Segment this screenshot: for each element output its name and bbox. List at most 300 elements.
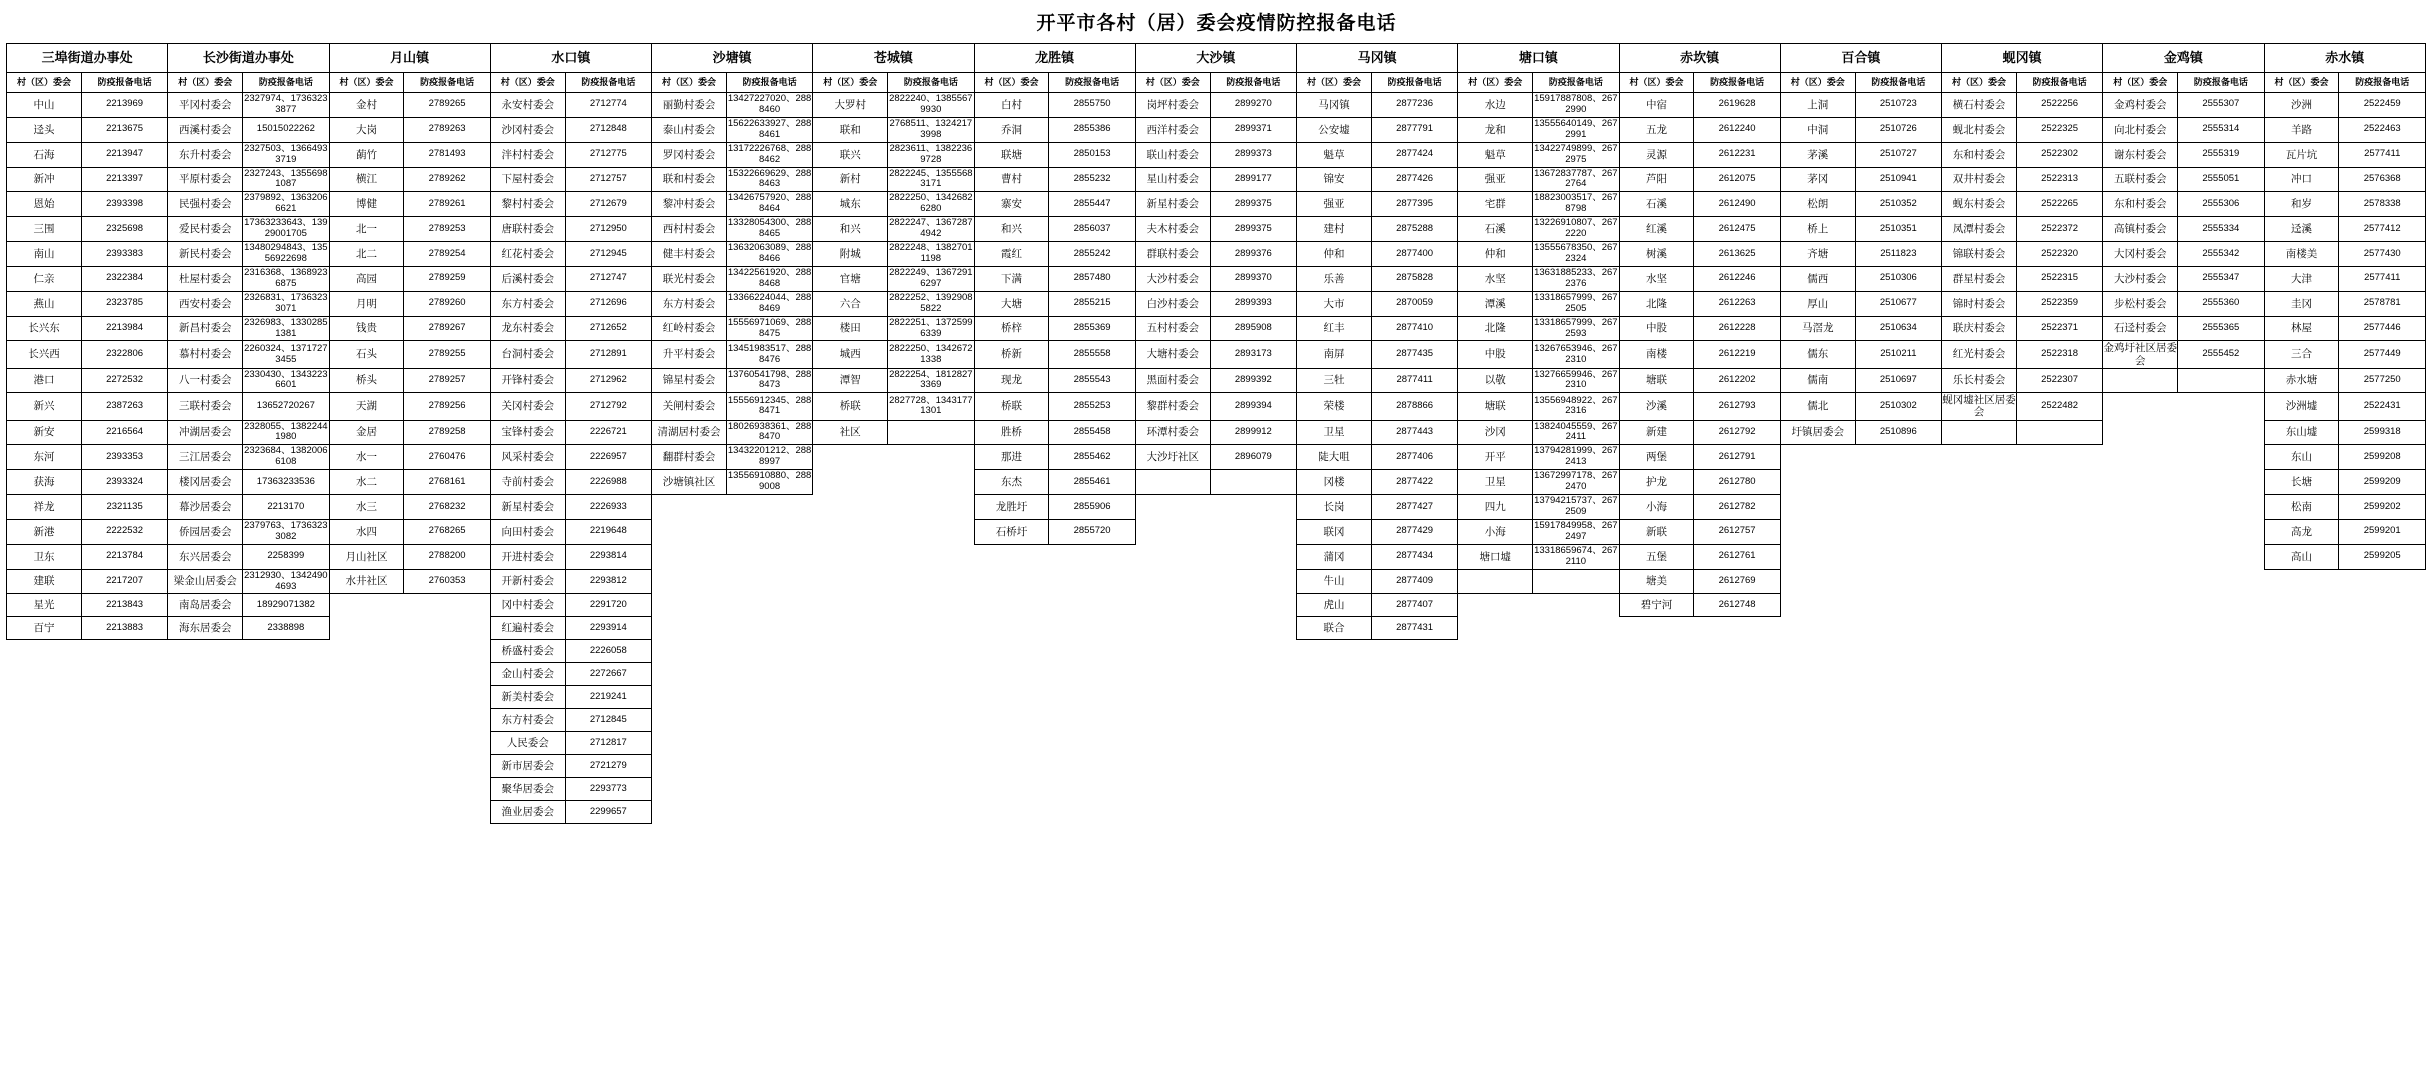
cell-name-g3-r11: 开锋村委会 bbox=[490, 368, 565, 393]
cell-name-g1-r2: 东升村委会 bbox=[168, 142, 243, 167]
cell-phone-g14-r9: 2577446 bbox=[2339, 316, 2426, 341]
table-row bbox=[7, 801, 2426, 824]
cell-phone-g7-r10: 2893173 bbox=[1210, 341, 1296, 368]
cell-phone-g9-r1: 13555640149、2672991 bbox=[1533, 117, 1619, 142]
col-header-name-5: 村（区）委会 bbox=[813, 73, 888, 93]
cell-name-g12-r11: 乐长村委会 bbox=[1942, 368, 2017, 393]
cell-blank bbox=[1780, 495, 1855, 520]
cell-blank bbox=[974, 594, 1049, 617]
cell-blank bbox=[2103, 594, 2178, 617]
cell-phone-g10-r13: 2612792 bbox=[1694, 420, 1780, 445]
cell-phone-g9-r10: 13267653946、2672310 bbox=[1533, 341, 1619, 368]
cell-name-g1-r10: 慕村村委会 bbox=[168, 341, 243, 368]
cell-phone-g1-r8: 2326831、17363233071 bbox=[243, 291, 329, 316]
cell-blank bbox=[1780, 663, 1855, 686]
col-header-phone-9: 防疫报备电话 bbox=[1533, 73, 1619, 93]
cell-name-g2-r17: 水四 bbox=[329, 519, 404, 544]
cell-phone-g6-r9: 2855369 bbox=[1049, 316, 1135, 341]
cell-blank bbox=[888, 663, 974, 686]
cell-blank bbox=[974, 755, 1049, 778]
cell-phone-g9-r15: 13672997178、2672470 bbox=[1533, 470, 1619, 495]
cell-blank bbox=[2264, 569, 2339, 594]
cell-blank bbox=[974, 663, 1049, 686]
cell-blank bbox=[329, 801, 404, 824]
cell-phone-g1-r16: 2213170 bbox=[243, 495, 329, 520]
col-header-name-12: 村（区）委会 bbox=[1942, 73, 2017, 93]
cell-name-g10-r1: 五龙 bbox=[1619, 117, 1694, 142]
cell-blank bbox=[1049, 709, 1135, 732]
cell-name-g4-r14: 翻群村委会 bbox=[652, 445, 727, 470]
cell-blank bbox=[81, 709, 167, 732]
cell-name-g6-r7: 下满 bbox=[974, 266, 1049, 291]
cell-blank bbox=[2103, 640, 2178, 663]
table-row bbox=[7, 192, 2426, 217]
cell-name-g3-r0: 永安村委会 bbox=[490, 93, 565, 118]
cell-phone-g4-r7: 13422561920、2888468 bbox=[726, 266, 812, 291]
cell-phone-g3-r29: 2299657 bbox=[565, 801, 651, 824]
cell-phone-g11-r10: 2510211 bbox=[1855, 341, 1941, 368]
cell-blank bbox=[652, 686, 727, 709]
cell-phone-g5-r6: 2822248、13827011198 bbox=[888, 242, 974, 267]
table-row bbox=[7, 594, 2426, 617]
cell-name-g3-r9: 龙东村委会 bbox=[490, 316, 565, 341]
cell-blank bbox=[652, 778, 727, 801]
cell-blank bbox=[2339, 709, 2426, 732]
cell-name-g1-r15: 楼冈居委会 bbox=[168, 470, 243, 495]
cell-blank bbox=[813, 686, 888, 709]
cell-blank bbox=[2264, 778, 2339, 801]
cell-name-g8-r13: 卫星 bbox=[1297, 420, 1372, 445]
cell-blank bbox=[1855, 755, 1941, 778]
cell-phone-g1-r21: 2338898 bbox=[243, 617, 329, 640]
group-header-11: 百合镇 bbox=[1780, 44, 1941, 73]
cell-blank bbox=[2178, 495, 2264, 520]
phone-directory-table-wrap bbox=[0, 43, 2433, 824]
cell-blank bbox=[1780, 801, 1855, 824]
cell-name-g3-r8: 东方村委会 bbox=[490, 291, 565, 316]
cell-phone-g7-r12: 2899394 bbox=[1210, 393, 1296, 420]
cell-phone-g7-r7: 2899370 bbox=[1210, 266, 1296, 291]
cell-blank bbox=[652, 617, 727, 640]
cell-name-g1-r18: 东兴居委会 bbox=[168, 544, 243, 569]
cell-blank bbox=[888, 732, 974, 755]
cell-blank bbox=[1780, 594, 1855, 617]
cell-phone-g1-r6: 13480294843、13556922698 bbox=[243, 242, 329, 267]
table-row bbox=[7, 242, 2426, 267]
cell-blank bbox=[2178, 755, 2264, 778]
cell-blank bbox=[1855, 617, 1941, 640]
cell-name-g13-r7: 大沙村委会 bbox=[2103, 266, 2178, 291]
cell-phone-g9-r0: 15917887808、2672990 bbox=[1533, 93, 1619, 118]
cell-phone-g4-r6: 13632063089、2888466 bbox=[726, 242, 812, 267]
cell-name-g8-r14: 陡大咀 bbox=[1297, 445, 1372, 470]
cell-name-g9-r2: 魁草 bbox=[1458, 142, 1533, 167]
cell-name-g2-r11: 桥头 bbox=[329, 368, 404, 393]
cell-phone-g8-r16: 2877427 bbox=[1371, 495, 1457, 520]
cell-name-g8-r8: 大市 bbox=[1297, 291, 1372, 316]
cell-name-g6-r11: 现龙 bbox=[974, 368, 1049, 393]
cell-name-g3-r26: 人民委会 bbox=[490, 732, 565, 755]
cell-phone-g1-r19: 2312930、13424904693 bbox=[243, 569, 329, 594]
table-row bbox=[7, 167, 2426, 192]
cell-name-g2-r9: 钱贵 bbox=[329, 316, 404, 341]
col-header-name-3: 村（区）委会 bbox=[490, 73, 565, 93]
cell-blank bbox=[2178, 686, 2264, 709]
cell-name-g4-r2: 罗冈村委会 bbox=[652, 142, 727, 167]
cell-name-g3-r4: 黎村村委会 bbox=[490, 192, 565, 217]
table-row bbox=[7, 663, 2426, 686]
cell-name-g7-r2: 联山村委会 bbox=[1135, 142, 1210, 167]
cell-blank bbox=[726, 495, 812, 520]
cell-blank bbox=[243, 709, 329, 732]
cell-name-g5-r5: 和兴 bbox=[813, 217, 888, 242]
cell-blank bbox=[1210, 686, 1296, 709]
cell-blank bbox=[1619, 617, 1694, 640]
cell-blank bbox=[1049, 732, 1135, 755]
cell-blank bbox=[2103, 495, 2178, 520]
cell-name-g0-r9: 长兴东 bbox=[7, 316, 82, 341]
cell-blank bbox=[1297, 640, 1372, 663]
cell-name-g3-r2: 泮村村委会 bbox=[490, 142, 565, 167]
cell-phone-g2-r14: 2760476 bbox=[404, 445, 490, 470]
cell-phone-g0-r18: 2213784 bbox=[81, 544, 167, 569]
cell-blank bbox=[813, 663, 888, 686]
group-header-6: 龙胜镇 bbox=[974, 44, 1135, 73]
cell-blank bbox=[1855, 495, 1941, 520]
cell-name-g2-r14: 水一 bbox=[329, 445, 404, 470]
cell-blank bbox=[2016, 594, 2102, 617]
cell-blank bbox=[168, 755, 243, 778]
cell-blank bbox=[1855, 640, 1941, 663]
cell-blank bbox=[404, 732, 490, 755]
cell-name-g11-r7: 儒西 bbox=[1780, 266, 1855, 291]
cell-blank bbox=[726, 755, 812, 778]
cell-phone-g9-r3: 13672837787、2672764 bbox=[1533, 167, 1619, 192]
cell-name-g0-r14: 东河 bbox=[7, 445, 82, 470]
group-header-7: 大沙镇 bbox=[1135, 44, 1296, 73]
group-header-5: 苍城镇 bbox=[813, 44, 974, 73]
cell-name-g8-r21: 联合 bbox=[1297, 617, 1372, 640]
cell-blank bbox=[1855, 709, 1941, 732]
cell-blank bbox=[1942, 617, 2017, 640]
cell-phone-g2-r6: 2789254 bbox=[404, 242, 490, 267]
cell-phone-g9-r6: 13555678350、2672324 bbox=[1533, 242, 1619, 267]
col-header-phone-13: 防疫报备电话 bbox=[2178, 73, 2264, 93]
group-header-1: 长沙街道办事处 bbox=[168, 44, 329, 73]
cell-name-g10-r14: 两堡 bbox=[1619, 445, 1694, 470]
cell-name-g11-r2: 茅溪 bbox=[1780, 142, 1855, 167]
cell-name-g0-r0: 中山 bbox=[7, 93, 82, 118]
cell-name-g9-r10: 中股 bbox=[1458, 341, 1533, 368]
cell-name-g12-r0: 横石村委会 bbox=[1942, 93, 2017, 118]
cell-name-g10-r3: 芦阳 bbox=[1619, 167, 1694, 192]
cell-name-g7-r12: 黎群村委会 bbox=[1135, 393, 1210, 420]
cell-phone-g6-r15: 2855461 bbox=[1049, 470, 1135, 495]
cell-phone-g11-r7: 2510306 bbox=[1855, 266, 1941, 291]
cell-name-g0-r1: 迳头 bbox=[7, 117, 82, 142]
cell-phone-g8-r21: 2877431 bbox=[1371, 617, 1457, 640]
table-row bbox=[7, 755, 2426, 778]
cell-blank bbox=[813, 544, 888, 569]
cell-phone-g3-r26: 2712817 bbox=[565, 732, 651, 755]
cell-name-g0-r17: 新港 bbox=[7, 519, 82, 544]
cell-name-g6-r2: 联塘 bbox=[974, 142, 1049, 167]
cell-blank bbox=[888, 519, 974, 544]
cell-phone-g4-r11: 13760541798、2888473 bbox=[726, 368, 812, 393]
cell-phone-g3-r8: 2712696 bbox=[565, 291, 651, 316]
cell-phone-g2-r2: 2781493 bbox=[404, 142, 490, 167]
table-row bbox=[7, 316, 2426, 341]
cell-name-g3-r7: 后溪村委会 bbox=[490, 266, 565, 291]
cell-name-g9-r8: 潭溪 bbox=[1458, 291, 1533, 316]
cell-phone-g1-r15: 17363233536 bbox=[243, 470, 329, 495]
cell-blank bbox=[1619, 732, 1694, 755]
cell-phone-g3-r5: 2712950 bbox=[565, 217, 651, 242]
cell-name-g3-r27: 新市居委会 bbox=[490, 755, 565, 778]
cell-name-g10-r9: 中股 bbox=[1619, 316, 1694, 341]
cell-phone-g1-r0: 2327974、17363233877 bbox=[243, 93, 329, 118]
cell-phone-g8-r8: 2870059 bbox=[1371, 291, 1457, 316]
cell-phone-g0-r3: 2213397 bbox=[81, 167, 167, 192]
cell-blank bbox=[813, 709, 888, 732]
cell-phone-g3-r22: 2226058 bbox=[565, 640, 651, 663]
cell-name-g3-r16: 新星村委会 bbox=[490, 495, 565, 520]
table-row bbox=[7, 470, 2426, 495]
cell-phone-g3-r18: 2293814 bbox=[565, 544, 651, 569]
cell-phone-g14-r16: 2599202 bbox=[2339, 495, 2426, 520]
cell-phone-g6-r17: 2855720 bbox=[1049, 519, 1135, 544]
cell-blank bbox=[1780, 732, 1855, 755]
cell-name-g8-r9: 红丰 bbox=[1297, 316, 1372, 341]
cell-phone-g8-r2: 2877424 bbox=[1371, 142, 1457, 167]
cell-blank bbox=[726, 663, 812, 686]
cell-blank bbox=[1458, 801, 1533, 824]
cell-blank bbox=[1694, 732, 1780, 755]
cell-phone-g6-r16: 2855906 bbox=[1049, 495, 1135, 520]
cell-name-g12-r8: 锦时村委会 bbox=[1942, 291, 2017, 316]
cell-name-g8-r11: 三牡 bbox=[1297, 368, 1372, 393]
cell-name-g11-r6: 齐塘 bbox=[1780, 242, 1855, 267]
cell-blank bbox=[329, 617, 404, 640]
cell-blank bbox=[243, 755, 329, 778]
cell-blank bbox=[329, 732, 404, 755]
cell-phone-g12-r5: 2522372 bbox=[2016, 217, 2102, 242]
cell-blank bbox=[2103, 801, 2178, 824]
table-row bbox=[7, 569, 2426, 594]
cell-blank bbox=[888, 755, 974, 778]
cell-blank bbox=[813, 495, 888, 520]
cell-blank bbox=[1371, 640, 1457, 663]
cell-phone-g14-r1: 2522463 bbox=[2339, 117, 2426, 142]
cell-name-g7-r9: 五村村委会 bbox=[1135, 316, 1210, 341]
cell-phone-g7-r8: 2899393 bbox=[1210, 291, 1296, 316]
cell-phone-g0-r10: 2322806 bbox=[81, 341, 167, 368]
cell-blank bbox=[2178, 640, 2264, 663]
cell-name-g4-r15: 沙塘镇社区 bbox=[652, 470, 727, 495]
cell-blank bbox=[1942, 709, 2017, 732]
cell-phone-g10-r4: 2612490 bbox=[1694, 192, 1780, 217]
cell-name-g3-r1: 沙冈村委会 bbox=[490, 117, 565, 142]
cell-phone-g13-r8: 2555360 bbox=[2178, 291, 2264, 316]
col-header-name-9: 村（区）委会 bbox=[1458, 73, 1533, 93]
cell-phone-g3-r10: 2712891 bbox=[565, 341, 651, 368]
table-row bbox=[7, 519, 2426, 544]
cell-blank bbox=[1458, 709, 1533, 732]
cell-blank bbox=[1780, 617, 1855, 640]
cell-phone-g3-r2: 2712775 bbox=[565, 142, 651, 167]
col-header-name-6: 村（区）委会 bbox=[974, 73, 1049, 93]
cell-blank bbox=[1855, 663, 1941, 686]
cell-name-g10-r17: 新联 bbox=[1619, 519, 1694, 544]
cell-name-g9-r18: 塘口墟 bbox=[1458, 544, 1533, 569]
cell-name-g13-r3: 五联村委会 bbox=[2103, 167, 2178, 192]
cell-name-g2-r15: 水二 bbox=[329, 470, 404, 495]
cell-phone-g13-r11 bbox=[2178, 368, 2264, 393]
cell-name-g5-r0: 大罗村 bbox=[813, 93, 888, 118]
cell-blank bbox=[974, 544, 1049, 569]
cell-phone-g8-r4: 2877395 bbox=[1371, 192, 1457, 217]
cell-name-g1-r20: 南岛居委会 bbox=[168, 594, 243, 617]
cell-name-g1-r17: 侨园居委会 bbox=[168, 519, 243, 544]
cell-blank bbox=[1619, 663, 1694, 686]
table-row bbox=[7, 420, 2426, 445]
cell-phone-g1-r14: 2323684、13820066108 bbox=[243, 445, 329, 470]
col-header-phone-4: 防疫报备电话 bbox=[726, 73, 812, 93]
cell-name-g6-r0: 白村 bbox=[974, 93, 1049, 118]
cell-blank bbox=[81, 801, 167, 824]
cell-blank bbox=[1135, 640, 1210, 663]
cell-phone-g2-r17: 2768265 bbox=[404, 519, 490, 544]
cell-blank bbox=[1533, 640, 1619, 663]
cell-name-g8-r0: 马冈镇 bbox=[1297, 93, 1372, 118]
cell-phone-g6-r4: 2855447 bbox=[1049, 192, 1135, 217]
cell-phone-g5-r9: 2822251、13725996339 bbox=[888, 316, 974, 341]
cell-name-g1-r9: 新昌村委会 bbox=[168, 316, 243, 341]
cell-blank bbox=[813, 801, 888, 824]
cell-blank bbox=[1942, 445, 2017, 470]
cell-phone-g10-r20: 2612748 bbox=[1694, 594, 1780, 617]
cell-phone-g2-r4: 2789261 bbox=[404, 192, 490, 217]
cell-phone-g2-r7: 2789259 bbox=[404, 266, 490, 291]
cell-name-g9-r15: 卫星 bbox=[1458, 470, 1533, 495]
cell-name-g3-r25: 东方村委会 bbox=[490, 709, 565, 732]
cell-name-g14-r2: 瓦片坑 bbox=[2264, 142, 2339, 167]
cell-name-g10-r12: 沙溪 bbox=[1619, 393, 1694, 420]
cell-phone-g9-r12: 13556948922、2672316 bbox=[1533, 393, 1619, 420]
cell-blank bbox=[1942, 686, 2017, 709]
cell-blank bbox=[652, 801, 727, 824]
cell-blank bbox=[1210, 732, 1296, 755]
cell-blank bbox=[1533, 778, 1619, 801]
cell-name-g10-r15: 护龙 bbox=[1619, 470, 1694, 495]
cell-phone-g7-r4: 2899375 bbox=[1210, 192, 1296, 217]
cell-phone-g13-r0: 2555307 bbox=[2178, 93, 2264, 118]
cell-blank bbox=[1371, 732, 1457, 755]
cell-name-g1-r3: 平原村委会 bbox=[168, 167, 243, 192]
cell-name-g14-r12: 沙洲墟 bbox=[2264, 393, 2339, 420]
group-header-4: 沙塘镇 bbox=[652, 44, 813, 73]
cell-blank bbox=[2264, 755, 2339, 778]
cell-blank bbox=[81, 640, 167, 663]
cell-name-g3-r21: 红遍村委会 bbox=[490, 617, 565, 640]
cell-blank bbox=[168, 778, 243, 801]
cell-name-g14-r11: 赤水塘 bbox=[2264, 368, 2339, 393]
col-header-phone-10: 防疫报备电话 bbox=[1694, 73, 1780, 93]
cell-blank bbox=[974, 569, 1049, 594]
cell-phone-g12-r6: 2522320 bbox=[2016, 242, 2102, 267]
cell-name-g11-r0: 上洞 bbox=[1780, 93, 1855, 118]
cell-phone-g7-r3: 2899177 bbox=[1210, 167, 1296, 192]
cell-name-g9-r19 bbox=[1458, 569, 1533, 594]
cell-blank bbox=[1297, 663, 1372, 686]
cell-name-g6-r16: 龙胜圩 bbox=[974, 495, 1049, 520]
cell-phone-g14-r8: 2578781 bbox=[2339, 291, 2426, 316]
cell-name-g10-r0: 中宿 bbox=[1619, 93, 1694, 118]
cell-name-g4-r9: 红岭村委会 bbox=[652, 316, 727, 341]
cell-blank bbox=[1780, 709, 1855, 732]
cell-blank bbox=[7, 686, 82, 709]
cell-blank bbox=[974, 709, 1049, 732]
cell-blank bbox=[888, 709, 974, 732]
cell-name-g5-r12: 桥联 bbox=[813, 393, 888, 420]
cell-phone-g3-r20: 2291720 bbox=[565, 594, 651, 617]
cell-blank bbox=[1855, 686, 1941, 709]
cell-blank bbox=[243, 778, 329, 801]
cell-phone-g2-r3: 2789262 bbox=[404, 167, 490, 192]
cell-name-g7-r4: 新星村委会 bbox=[1135, 192, 1210, 217]
cell-name-g6-r4: 寨安 bbox=[974, 192, 1049, 217]
cell-blank bbox=[1780, 445, 1855, 470]
cell-blank bbox=[243, 732, 329, 755]
cell-blank bbox=[2016, 801, 2102, 824]
cell-phone-g0-r13: 2216564 bbox=[81, 420, 167, 445]
cell-blank bbox=[1135, 801, 1210, 824]
cell-name-g1-r21: 海东居委会 bbox=[168, 617, 243, 640]
cell-phone-g0-r0: 2213969 bbox=[81, 93, 167, 118]
cell-name-g2-r3: 横江 bbox=[329, 167, 404, 192]
cell-blank bbox=[1458, 594, 1533, 617]
cell-name-g5-r10: 城西 bbox=[813, 341, 888, 368]
cell-phone-g12-r2: 2522302 bbox=[2016, 142, 2102, 167]
cell-blank bbox=[2178, 420, 2264, 445]
cell-name-g14-r3: 冲口 bbox=[2264, 167, 2339, 192]
cell-phone-g0-r14: 2393353 bbox=[81, 445, 167, 470]
cell-name-g1-r6: 新民村委会 bbox=[168, 242, 243, 267]
col-header-phone-3: 防疫报备电话 bbox=[565, 73, 651, 93]
cell-phone-g14-r4: 2578338 bbox=[2339, 192, 2426, 217]
table-row bbox=[7, 495, 2426, 520]
cell-blank bbox=[888, 640, 974, 663]
cell-phone-g12-r11: 2522307 bbox=[2016, 368, 2102, 393]
cell-blank bbox=[888, 544, 974, 569]
cell-blank bbox=[168, 709, 243, 732]
cell-phone-g10-r2: 2612231 bbox=[1694, 142, 1780, 167]
cell-blank bbox=[2103, 663, 2178, 686]
cell-blank bbox=[726, 801, 812, 824]
cell-blank bbox=[2103, 519, 2178, 544]
cell-blank bbox=[2339, 732, 2426, 755]
cell-name-g1-r14: 三江居委会 bbox=[168, 445, 243, 470]
cell-name-g8-r1: 公安墟 bbox=[1297, 117, 1372, 142]
group-header-10: 赤坎镇 bbox=[1619, 44, 1780, 73]
cell-blank bbox=[1694, 686, 1780, 709]
cell-blank bbox=[2103, 709, 2178, 732]
cell-phone-g8-r11: 2877411 bbox=[1371, 368, 1457, 393]
cell-phone-g0-r1: 2213675 bbox=[81, 117, 167, 142]
col-header-phone-11: 防疫报备电话 bbox=[1855, 73, 1941, 93]
cell-name-g3-r12: 关冈村委会 bbox=[490, 393, 565, 420]
cell-blank bbox=[1210, 519, 1296, 544]
